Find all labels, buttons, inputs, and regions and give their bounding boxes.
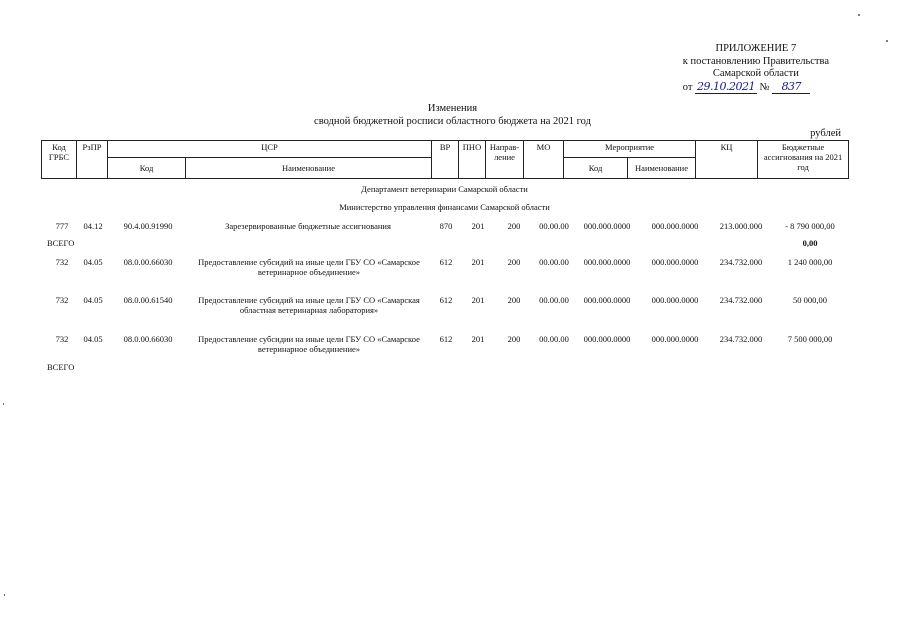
header-rzpr: РзПР (77, 141, 108, 179)
budget-table-header (41, 140, 849, 179)
cell-vr: 612 (439, 334, 453, 344)
cell-vr: 612 (439, 257, 453, 267)
header-mo: МО (524, 141, 564, 179)
total-label-2: ВСЕГО (47, 362, 75, 372)
title-line-2: сводной бюджетной росписи областного бюджета на 2021 год (314, 115, 591, 127)
appendix-region: Самарской области (712, 68, 799, 79)
appendix-date-line (683, 81, 829, 95)
cell-merop-kod: 000.000.0000 (583, 257, 631, 267)
header-pno: ПНО (459, 141, 486, 179)
scan-speck (4, 594, 5, 596)
total-value: 0,00 (802, 238, 818, 248)
header-budget: Бюджетные ассигнования на 2021 год (758, 141, 849, 179)
header-meropriyatie: Мероприятие (564, 141, 696, 158)
cell-pno: 201 (471, 257, 485, 267)
cell-pno: 201 (471, 221, 485, 231)
appendix-subtitle: к постановлению Правительства (682, 55, 829, 67)
cell-kc: 234.732.000 (719, 334, 763, 344)
header-vr: ВР (432, 141, 459, 179)
cell-mo: 00.00.00 (539, 334, 569, 344)
appendix-number: ПРИЛОЖЕНИЕ 7 (715, 43, 797, 54)
cell-napr: 200 (507, 257, 521, 267)
cell-grbs: 732 (55, 257, 69, 267)
cell-rzpr: 04.05 (83, 295, 103, 305)
document-title (0, 103, 905, 128)
total-label: ВСЕГО (47, 238, 75, 248)
cell-csr: 90.4.00.91990 (123, 221, 173, 231)
scan-speck (858, 14, 860, 16)
cell-kc: 213.000.000 (719, 221, 763, 231)
handwritten-number: 837 (772, 81, 810, 95)
units-label: рублей (810, 128, 841, 139)
cell-napr: 200 (507, 221, 521, 231)
cell-merop-name: 000.000.0000 (651, 221, 699, 231)
cell-merop-name: 000.000.0000 (651, 257, 699, 267)
handwritten-date: 29.10.2021 (697, 79, 756, 93)
scan-speck (3, 403, 4, 405)
title-line-1: Изменения (427, 103, 478, 114)
cell-mo: 00.00.00 (539, 295, 569, 305)
cell-amount: 1 240 000,00 (787, 257, 833, 267)
cell-amount: - 8 790 000,00 (785, 221, 835, 231)
number-prefix: № (759, 81, 770, 93)
cell-csr: 08.0.00.66030 (123, 257, 173, 267)
cell-napr: 200 (507, 334, 521, 344)
cell-grbs: 732 (55, 295, 69, 305)
cell-kc: 234.732.000 (719, 295, 763, 305)
cell-kc: 234.732.000 (719, 257, 763, 267)
cell-amount: 7 500 000,00 (787, 334, 833, 344)
header-merop-kod: Код (564, 158, 628, 179)
header-csr-name: Наименование (186, 158, 432, 179)
cell-vr: 870 (439, 221, 453, 231)
cell-merop-kod: 000.000.0000 (583, 295, 631, 305)
cell-mo: 00.00.00 (539, 221, 569, 231)
cell-merop-kod: 000.000.0000 (583, 334, 631, 344)
cell-merop-name: 000.000.0000 (651, 334, 699, 344)
appendix-block (683, 43, 829, 94)
cell-grbs: 732 (55, 334, 69, 344)
cell-csr: 08.0.00.66030 (123, 334, 173, 344)
cell-name: Зарезервированные бюджетные ассигнования (225, 221, 391, 231)
header-napr: Направ-ление (486, 141, 524, 179)
cell-rzpr: 04.05 (83, 334, 103, 344)
cell-name: Предоставление субсидии на иные цели ГБУ СО «Самарское ветеринарное объединение» (198, 334, 420, 354)
cell-merop-name: 000.000.0000 (651, 295, 699, 305)
header-csr-kod: Код (108, 158, 186, 179)
scan-speck (886, 40, 888, 42)
cell-grbs: 777 (55, 221, 69, 231)
section-ministry: Министерство управления финансами Самарской области (339, 202, 550, 212)
section-department: Департамент ветеринарии Самарской области (361, 184, 528, 194)
cell-pno: 201 (471, 295, 485, 305)
cell-mo: 00.00.00 (539, 257, 569, 267)
cell-name: Предоставление субсидий на иные цели ГБУ СО «Самарская областная ветеринарная лаборатория» (198, 295, 420, 315)
header-kod-grbs: Код ГРБС (42, 141, 77, 179)
cell-merop-kod: 000.000.0000 (583, 221, 631, 231)
cell-csr: 08.0.00.61540 (123, 295, 173, 305)
cell-rzpr: 04.12 (83, 221, 103, 231)
header-merop-name: Наименование (628, 158, 696, 179)
cell-amount: 50 000,00 (793, 295, 827, 305)
cell-rzpr: 04.05 (83, 257, 103, 267)
from-prefix: от (682, 81, 693, 93)
cell-vr: 612 (439, 295, 453, 305)
header-csr: ЦСР (108, 141, 432, 158)
cell-napr: 200 (507, 295, 521, 305)
cell-pno: 201 (471, 334, 485, 344)
cell-name: Предоставление субсидий на иные цели ГБУ СО «Самарское ветеринарное объединение» (198, 257, 420, 277)
header-kc: КЦ (696, 141, 758, 179)
